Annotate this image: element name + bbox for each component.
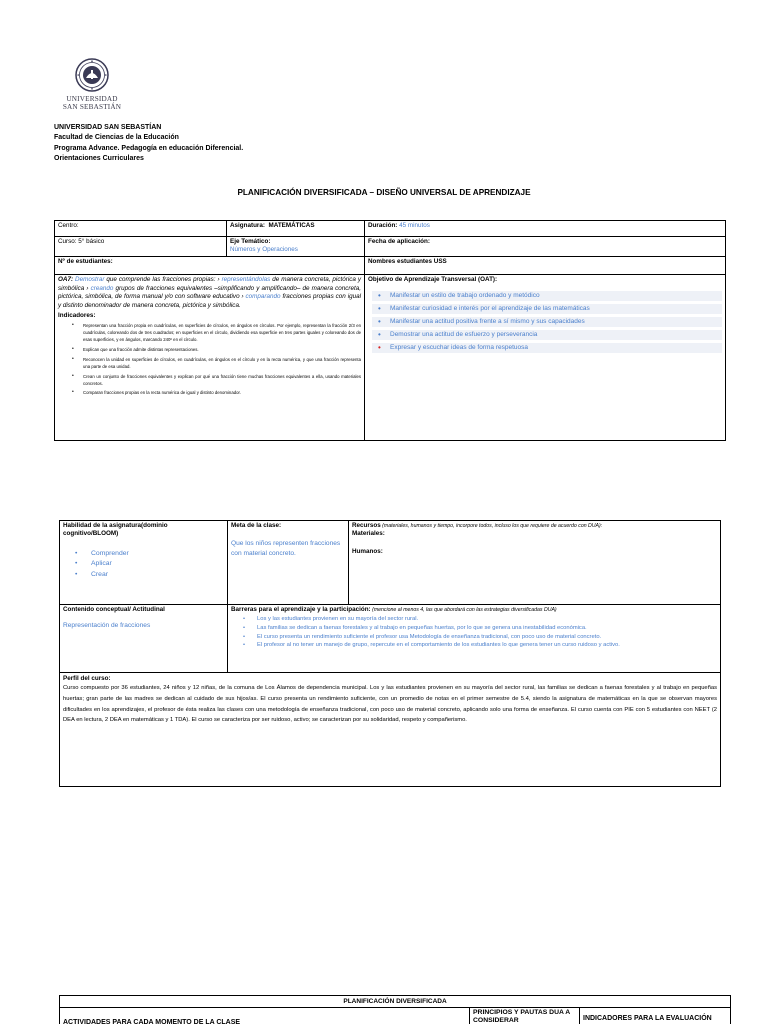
faculty-name: Facultad de Ciencias de la Educación [54,134,179,142]
fecha-cell: Fecha de aplicación: [365,237,726,257]
list-item: • Crear [75,570,224,581]
list-item: • Explican que una fracción admite distintas representaciones. [58,346,361,353]
materiales-label: Materiales: [352,530,385,538]
diversified-planning-table [59,995,731,1024]
orientation-label: Orientaciones Curriculares [54,154,144,162]
logo-line-1: UNIVERSIDAD [66,95,118,103]
list-item: • Demostrar una actitud de esfuerzo y perseverancia [372,330,722,340]
list-item: • Comparan fracciones propias en la recta numérica de igual y distinto denominador. [58,389,361,396]
university-logo [54,58,130,111]
oa7-text: OA7: Demostrar que comprende las fracciones propias: › representándolas de manera concreta, pictórica y simbólica › creando grupos de fracciones equivalentes –simplificando y amplificando– de manera concreta, pictórica, simbólica, de forma manual y/o con software educativo › comparando fracciones propias con igual y distinto denominador de manera concreta, pictórica y simbólica. [58,276,362,310]
meta-value: Que los niños representen fracciones con material concreto. [231,540,341,557]
university-seal-icon [75,58,109,92]
list-item: • Representan una fracción propia en cuadrículas, en superficies de círculos, en ángulos en círculos. Por ejemplo, representan la fracción 2/3 en cuadrículas, coloreando dos de tres cuadrados; en superficies en el círculo, dividiendo esa superficie en tres partes iguales y coloreando dos de esas superficies, y en ángulos, marcando 240º en el círculo. [58,322,361,344]
curso-cell: Curso: 5° básico [55,237,227,257]
list-item: • Expresar y escuchar ideas de forma respetuosa [372,343,722,353]
oat-cell [365,275,726,441]
oat-list [368,291,722,352]
habilidad-cell [60,521,228,605]
indicators-header: INDICADORES PARA LA EVALUACIÓN [580,1008,731,1024]
list-item: • Crean un conjunto de fracciones equivalentes y explican por qué una fracción tiene muchas fracciones equivalentes a ella, usando materiales concretos. [58,373,361,387]
duracion-cell: Duración: 45 minutos [365,221,726,237]
list-item: • Los y las estudiantes provienen en su mayoría del sector rural. [243,615,717,624]
list-item: • Manifestar una actitud positiva frente a sí mismo y sus capacidades [372,317,722,327]
oa7-cell [55,275,365,441]
institution-header [54,123,243,164]
program-name: Programa Advance. Pedagogía en educación Diferencial. [54,144,244,152]
list-item: • Manifestar curiosidad e interés por el aprendizaje de las matemáticas [372,304,722,314]
list-item: • Manifestar un estilo de trabajo ordenado y metódico [372,291,722,301]
estudiantes-cell: Nº de estudiantes: [55,257,365,275]
eje-cell: Eje Temático: Números y Operaciones [227,237,365,257]
activities-header: ACTIVIDADES PARA CADA MOMENTO DE LA CLASE [60,1008,470,1024]
institution-name: UNIVERSIDAD SAN SEBASTÍAN [54,124,162,131]
meta-label: Meta de la clase: [231,522,282,529]
perfil-text: Curso compuesto por 36 estudiantes, 24 niños y 12 niñas, de la comuna de Los Álamos de dependencia municipal. Los y las estudiantes provienen en su mayoría del sector rural, las familias se dedican a faenas forestales y al trabajo en pequeñas huertas; gran parte de las madres se dedican al cuidado de sus hijos/as. El curso presenta un rendimiento suficiente, con un promedio de notas en el primer semestre de 5.4, siendo la asignatura de matemáticas en la que se observan mayores dificultades en los aprendizajes, el profesor de ésta realiza las clases con una metodología de enseñanza tradicional, con poco uso de material concreto, aplicando solo una forma de enseñanza. El curso cuenta con PIE con 5 estudiantes con NEET (2 DEA en lectura, 2 DEA en matemáticas y 1 TDA). El curso se caracteriza por ser ruidoso, activo; se caracterizan por su solidaridad, respeto y compañerismo. [63,685,717,724]
humanos-label: Humanos: [352,547,383,555]
contenido-cell [60,605,228,673]
contenido-label: Contenido conceptual/ Actitudinal [63,606,165,613]
principles-header: PRINCIPIOS Y PAUTAS DUA A CONSIDERAR [470,1008,580,1024]
indicadores-label: Indicadores: [58,311,96,319]
list-item: • Las familias se dedican a faenas forestales y al trabajo en pequeñas huertas, por lo que se genera una inestabilidad económica. [243,624,717,633]
meta-cell [228,521,349,605]
perfil-label: Perfil del curso: [63,675,111,682]
list-item: • Reconocen la unidad en superficies de círculos, en cuadrículas, en ángulos en el círculo y en la recta numérica, y que una fracción representa una parte de esa unidad. [58,356,361,370]
barreras-cell: Barreras para el aprendizaje y la participación: (mencione al menos 4, las que abordará con las estrategias diversificadas DUA) • Los y las estudiantes provienen en su mayoría del sector rural. • Las familias se dedican a faenas forestales y al trabajo en pequeñas huertas, por lo que se genera una inestabilidad económica. • El curso presenta un rendimiento suficiente el profesor usa Metodología de enseñanza tradicional, con poco uso de material concreto. • El profesor al no tener un manejo de grupo, repercute en el comportamiento de los estudiantes lo que genera tener un curso ruidoso y activo. [228,605,721,673]
contenido-value: Representación de fracciones [63,622,151,630]
indicadores-list [58,322,361,397]
habilidad-label: Habilidad de la asignatura(dominio cognitivo/BLOOM) [63,522,168,538]
info-table [54,220,726,441]
recursos-cell: Recursos (materiales, humanos y tiempo, incorpore todos, incluso los que requiere de acuerdo con DUA): Materiales: Humanos: [349,521,721,605]
list-item: • Aplicar [75,559,224,570]
list-item: • El curso presenta un rendimiento suficiente el profesor usa Metodología de enseñanza tradicional, con poco uso de material concreto. [243,633,717,642]
document-title: PLANIFICACIÓN DIVERSIFICADA – DISEÑO UNIVERSAL DE APRENDIZAJE [237,188,531,197]
bottom-title: PLANIFICACIÓN DIVERSIFICADA [60,996,731,1008]
oat-label: Objetivo de Aprendizaje Transversal (OAT): [368,276,498,283]
barreras-list [231,615,717,649]
nombres-cell: Nombres estudiantes USS [365,257,726,275]
planning-table [59,520,721,787]
habilidad-list [63,549,224,581]
centro-cell: Centro: [55,221,227,237]
list-item: • El profesor al no tener un manejo de grupo, repercute en el comportamiento de los estudiantes lo que genera tener un curso ruidoso y activo. [243,641,717,650]
logo-line-2: SAN SEBASTIÁN [62,103,122,111]
list-item: • Comprender [75,549,224,560]
perfil-cell [60,673,721,787]
asignatura-cell: Asignatura: MATEMÁTICAS [227,221,365,237]
